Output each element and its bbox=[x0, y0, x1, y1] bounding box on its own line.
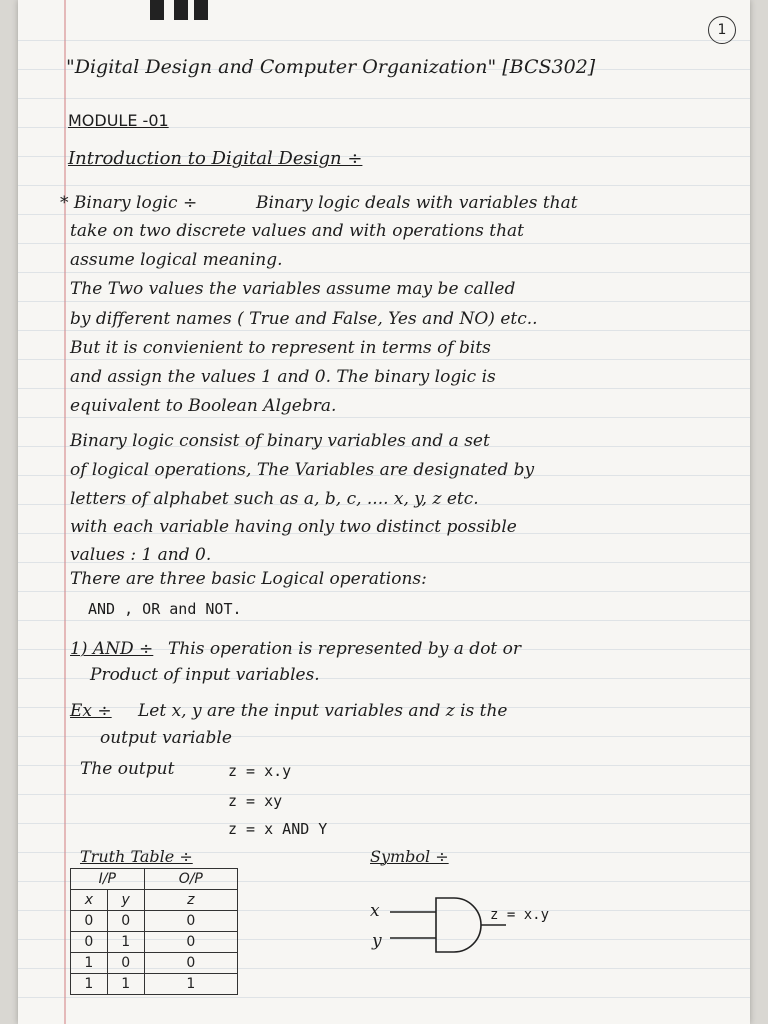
output-label: The output bbox=[80, 759, 175, 779]
text-line: Binary logic deals with variables that bbox=[256, 193, 578, 213]
ruled-line bbox=[18, 98, 750, 99]
ruled-line bbox=[18, 997, 750, 998]
table-cell: 1 bbox=[107, 974, 144, 995]
text-line: output variable bbox=[100, 728, 232, 748]
text-line: There are three basic Logical operations: bbox=[70, 569, 427, 589]
table-row bbox=[71, 974, 238, 995]
table-cell: 0 bbox=[144, 911, 237, 932]
text-line: with each variable having only two distinct possible bbox=[70, 517, 517, 537]
ruled-line bbox=[18, 272, 750, 273]
table-cell: 0 bbox=[144, 932, 237, 953]
page-number: 1 bbox=[708, 16, 736, 44]
equation: z = x AND Y bbox=[228, 820, 328, 838]
and-gate-icon bbox=[388, 892, 508, 962]
text-line: letters of alphabet such as a, b, c, .... x, y, z etc. bbox=[70, 489, 479, 509]
table-cell: 1 bbox=[144, 974, 237, 995]
ruled-line bbox=[18, 243, 750, 244]
ruled-line bbox=[18, 591, 750, 592]
table-row bbox=[71, 932, 238, 953]
module-heading: MODULE -01 bbox=[68, 111, 169, 130]
table-cell: 1 bbox=[107, 932, 144, 953]
table-cell: 0 bbox=[107, 953, 144, 974]
ruled-line bbox=[18, 185, 750, 186]
table-cell: 0 bbox=[71, 932, 108, 953]
ruled-line bbox=[18, 823, 750, 824]
symbol-title: Symbol ÷ bbox=[370, 847, 449, 866]
text-line: Product of input variables. bbox=[90, 665, 320, 685]
ruled-line bbox=[18, 330, 750, 331]
ruled-line bbox=[18, 301, 750, 302]
table-group-header: O/P bbox=[144, 869, 237, 890]
text-line: Let x, y are the input variables and z is the bbox=[138, 701, 508, 721]
text-line: equivalent to Boolean Algebra. bbox=[70, 396, 337, 416]
ruled-line bbox=[18, 620, 750, 621]
gate-input-b-label: y bbox=[372, 931, 382, 951]
binder-clip bbox=[174, 0, 188, 20]
table-column-header: y bbox=[107, 890, 144, 911]
ruled-line bbox=[18, 214, 750, 215]
notebook-page bbox=[18, 0, 750, 1024]
table-cell: 1 bbox=[71, 953, 108, 974]
margin-line bbox=[64, 0, 66, 1024]
equation: z = x.y bbox=[228, 762, 292, 780]
table-cell: 1 bbox=[71, 974, 108, 995]
table-row bbox=[71, 911, 238, 932]
operations-list: AND , OR and NOT. bbox=[88, 600, 242, 618]
binary-logic-heading: * Binary logic ÷ bbox=[60, 193, 198, 213]
and-heading: 1) AND ÷ bbox=[70, 639, 154, 659]
text-line: by different names ( True and False, Yes and NO) etc.. bbox=[70, 309, 538, 329]
text-line: values : 1 and 0. bbox=[70, 545, 212, 565]
table-cell: 0 bbox=[71, 911, 108, 932]
text-line: Binary logic consist of binary variables and a set bbox=[70, 431, 490, 451]
binder-clip bbox=[194, 0, 208, 20]
table-group-header: I/P bbox=[71, 869, 145, 890]
ruled-line bbox=[18, 40, 750, 41]
text-line: take on two discrete values and with operations that bbox=[70, 221, 525, 241]
text-line: The Two values the variables assume may be called bbox=[70, 279, 516, 299]
text-line: assume logical meaning. bbox=[70, 250, 283, 270]
table-cell: 0 bbox=[144, 953, 237, 974]
table-column-header: z bbox=[144, 890, 237, 911]
gate-input-a-label: x bbox=[370, 901, 380, 921]
table-cell: 0 bbox=[107, 911, 144, 932]
binder-clip bbox=[150, 0, 164, 20]
truth-table-title: Truth Table ÷ bbox=[80, 847, 193, 866]
example-label: Ex ÷ bbox=[70, 701, 112, 721]
text-line: This operation is represented by a dot or bbox=[168, 639, 522, 659]
table-row bbox=[71, 953, 238, 974]
text-line: But it is convienient to represent in terms of bits bbox=[70, 338, 491, 358]
gate-output-label: z = x.y bbox=[490, 907, 550, 923]
ruled-line bbox=[18, 388, 750, 389]
equation: z = xy bbox=[228, 792, 283, 810]
text-line: of logical operations, The Variables are designated by bbox=[70, 460, 535, 480]
text-line: and assign the values 1 and 0. The binary logic is bbox=[70, 367, 496, 387]
truth-table bbox=[70, 868, 238, 995]
ruled-line bbox=[18, 794, 750, 795]
page-title: "Digital Design and Computer Organization" [BCS302] bbox=[66, 56, 596, 78]
table-column-header: x bbox=[71, 890, 108, 911]
ruled-line bbox=[18, 359, 750, 360]
section-heading: Introduction to Digital Design ÷ bbox=[68, 148, 363, 169]
ruled-line bbox=[18, 417, 750, 418]
